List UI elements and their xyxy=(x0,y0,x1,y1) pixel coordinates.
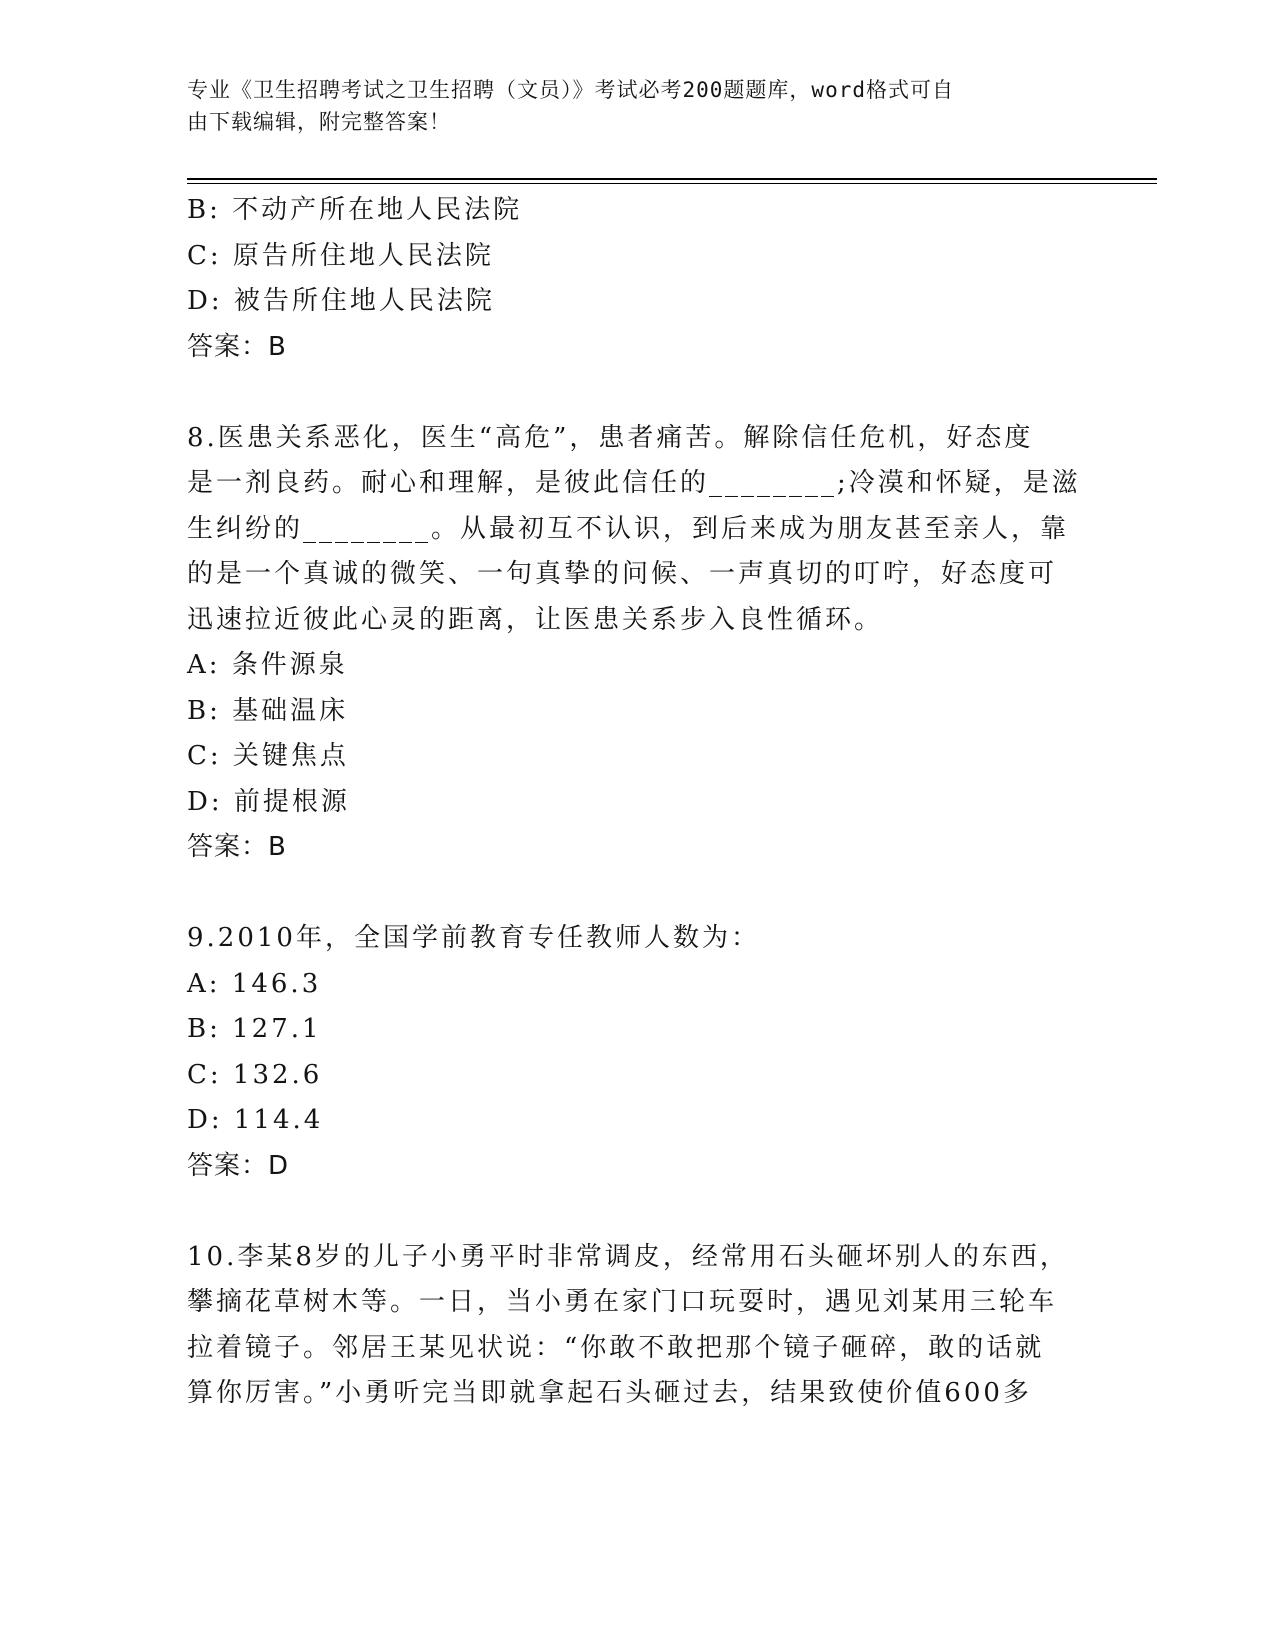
answer-line: 答案：B xyxy=(187,331,287,362)
question-text-line: 9.2010年，全国学前教育专任教师人数为： xyxy=(187,923,760,953)
question-10 xyxy=(187,1235,1067,1417)
option-c: C: 原告所住地人民法院 xyxy=(187,240,494,271)
option-a: A: 条件源泉 xyxy=(187,650,348,680)
question-text-line: 拉着镜子。邻居王某见状说：“你敢不敢把那个镜子砸碎，敢的话就 xyxy=(187,1332,1045,1363)
option-b: B: 不动产所在地人民法院 xyxy=(187,195,523,225)
option-c: C: 132.6 xyxy=(187,1059,323,1090)
option-d: D: 114.4 xyxy=(187,1105,324,1135)
question-text-line: 10.李某8岁的儿子小勇平时非常调皮，经常用石头砸坏别人的东西， xyxy=(187,1241,1069,1272)
spacer xyxy=(187,1189,1067,1235)
question-text-line: 迅速拉近彼此心灵的距离，让医患关系步入良性循环。 xyxy=(187,604,884,635)
option-a: A: 146.3 xyxy=(187,968,322,999)
option-b: B: 127.1 xyxy=(187,1014,322,1044)
answer-line: 答案：D xyxy=(187,1150,290,1181)
header-title-line-2: 由下载编辑，附完整答案！ xyxy=(187,110,451,134)
header-title-line-1: 专业《卫生招聘考试之卫生招聘（文员）》考试必考200题题库，word格式可自 xyxy=(187,78,954,102)
question-7-tail xyxy=(187,188,1067,370)
question-text-line: 的是一个真诚的微笑、一句真挚的问候、一声真切的叮咛，好态度可 xyxy=(187,559,1058,589)
spacer xyxy=(187,370,1067,416)
document-body xyxy=(187,188,1081,1417)
question-9 xyxy=(187,916,1067,1189)
question-text-line: 生纠纷的________。从最初互不认识，到后来成为朋友甚至亲人，靠 xyxy=(187,513,1070,544)
answer-line: 答案：B xyxy=(187,832,287,862)
question-text-line: 攀摘花草树木等。一日，当小勇在家门口玩耍时，遇见刘某用三轮车 xyxy=(187,1287,1058,1317)
question-text-line: 8.医患关系恶化，医生“高危”，患者痛苦。解除信任危机，好态度 xyxy=(187,422,1034,453)
option-d: D: 前提根源 xyxy=(187,786,350,817)
document-header xyxy=(187,74,1087,138)
question-text-line: 是一剂良药。耐心和理解，是彼此信任的________;冷漠和怀疑，是滋 xyxy=(187,468,1081,498)
header-divider-thin xyxy=(187,183,1157,184)
option-d: D: 被告所住地人民法院 xyxy=(187,286,495,316)
header-divider-thick xyxy=(187,178,1157,180)
option-c: C: 关键焦点 xyxy=(187,741,349,771)
question-text-line: 算你厉害。”小勇听完当即就拿起石头砸过去，结果致使价值600多 xyxy=(187,1378,1032,1408)
question-8 xyxy=(187,416,1081,871)
option-b: B: 基础温床 xyxy=(187,695,349,726)
spacer xyxy=(187,871,1067,917)
